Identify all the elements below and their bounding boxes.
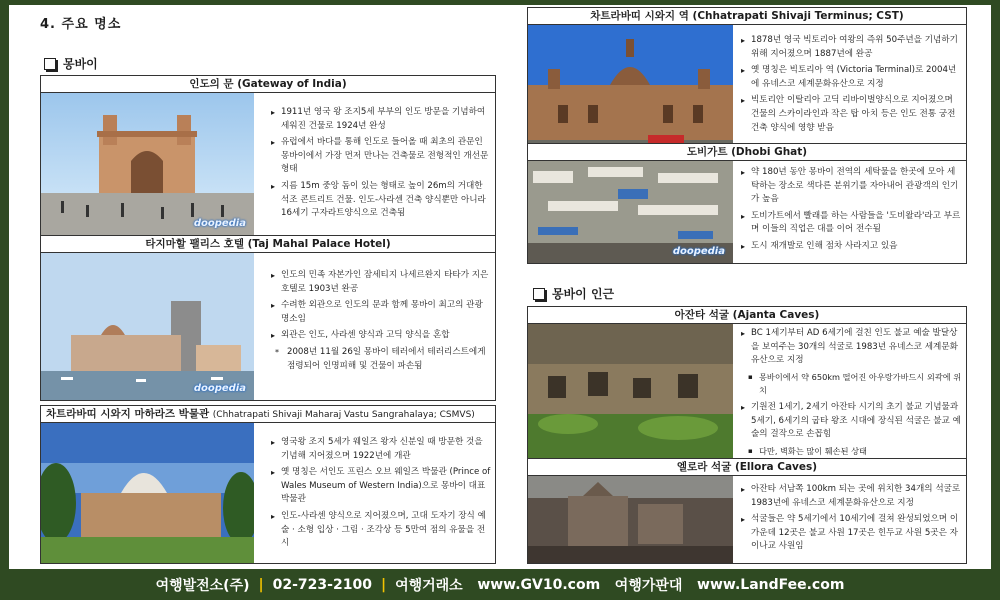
card-title: 아잔타 석굴 (Ajanta Caves) bbox=[528, 307, 966, 324]
bullet-item: ▸ 영국왕 조지 5세가 웨일즈 왕자 신분일 때 방문한 것을 기념해 지어졌으며 1922년에 개관 bbox=[271, 436, 491, 463]
subsection-nearby bbox=[533, 285, 614, 302]
bullet-item: ▸ 기원전 1세기, 2세기 아잔타 시기의 초기 불교 기념물과 5세기, 6세기의 굽타 왕조 시대에 장식된 석굴은 불교 예술의 걸작으로 손꼽힘 bbox=[741, 401, 963, 442]
bullet-item: ▸ 1878년 영국 빅토리아 여왕의 즉위 50주년을 기념하기 위해 지어졌으며 1887년에 완공 bbox=[741, 34, 963, 61]
card-title: 엘로라 석굴 (Ellora Caves) bbox=[528, 459, 966, 476]
footer-contact-bar bbox=[0, 569, 1000, 600]
watermark: doopedia bbox=[193, 218, 246, 229]
bullet-item: ▸ 아잔타 서남쪽 100km 되는 곳에 위치한 34개의 석굴로 1983년에 유네스코 세계문화유산으로 지정 bbox=[741, 483, 963, 510]
taj-bullets bbox=[271, 269, 491, 376]
footer-separator: | bbox=[258, 576, 264, 593]
footer-separator: | bbox=[380, 576, 387, 593]
ajanta-bullets bbox=[741, 327, 963, 461]
card-title: 인도의 문 (Gateway of India) bbox=[41, 76, 495, 93]
card-title-ko: 차트라바띠 시와지 마하라즈 박물관 bbox=[46, 408, 210, 420]
bullet-item: ▸ 빅토리안 이탈리아 고딕 리바이벌양식으로 지어졌으며 건물의 스카이라인과 작은 탑 아치 등은 인도 전통 궁전 건축 양식에 영향 받음 bbox=[741, 94, 963, 135]
card-gateway-of-india bbox=[40, 75, 496, 236]
bullet-item: ▸ 수려한 외관으로 인도의 문과 함께 몽바이 최고의 관광 명소임 bbox=[271, 299, 491, 326]
footer-label-stand: 여행가판대 bbox=[614, 577, 683, 594]
cst-bullets bbox=[741, 34, 963, 138]
card-title: 도비가트 (Dhobi Ghat) bbox=[528, 144, 966, 161]
card-title: 타지마할 팰리스 호텔 (Taj Mahal Palace Hotel) bbox=[41, 236, 495, 253]
ellora-caves-photo bbox=[528, 476, 733, 563]
card-taj-mahal-palace bbox=[40, 235, 496, 401]
checkbox-bullet-icon bbox=[44, 58, 56, 70]
bullet-item: ▸ 유럽에서 바다를 통해 인도로 들어올 때 최초의 관문인 몽바이에서 가장 먼저 만나는 건축물로 전형적인 개선문 형태 bbox=[271, 136, 491, 177]
watermark: doopedia bbox=[672, 246, 725, 257]
note-item: * 2008년 11월 26일 몽바이 테러에서 테러리스트에게 점령되어 인명피해 및 건물이 파손됨 bbox=[271, 346, 491, 373]
watermark: doopedia bbox=[193, 383, 246, 394]
section-title: 4. 주요 명소 bbox=[40, 17, 122, 32]
csmvs-museum-photo bbox=[41, 423, 254, 563]
bullet-item: ▸ 옛 명칭은 빅토리아 역 (Victoria Terminal)로 2004년에 유네스코 세계문화유산으로 지정 bbox=[741, 64, 963, 91]
card-ellora-caves bbox=[527, 458, 967, 564]
card-csmvs-museum bbox=[40, 405, 496, 564]
gateway-bullets bbox=[271, 106, 491, 224]
sub-bullet-item: ▪ 몽바이에서 약 650km 떨어진 아우랑가바드시 외곽에 위치 bbox=[741, 371, 963, 398]
checkbox-bullet-icon bbox=[533, 288, 545, 300]
cst-station-photo bbox=[528, 25, 733, 160]
taj-hotel-photo bbox=[41, 253, 254, 400]
card-title bbox=[41, 406, 495, 423]
footer-site-gv10[interactable]: www.GV10.com bbox=[477, 576, 601, 593]
subsection-nearby-label: 몽바이 인근 bbox=[552, 287, 615, 301]
footer-phone: 02-723-2100 bbox=[272, 576, 372, 593]
bullet-item: ▸ 1911년 영국 왕 조지5세 부부의 인도 방문을 기념하여 세워진 건물로 1924년 완성 bbox=[271, 106, 491, 133]
bullet-item: ▸ 도시 재개발로 인해 점차 사라지고 있음 bbox=[741, 240, 963, 254]
card-title-en: (Chhatrapati Shivaji Maharaj Vastu Sangrahalaya; CSMVS) bbox=[212, 410, 475, 420]
bullet-item: ▸ 인도의 민족 자본가인 잠세티지 나세르완지 타타가 지은 호텔로 1903년 완공 bbox=[271, 269, 491, 296]
bullet-item: ▸ 인도-사라센 양식으로 지어졌으며, 고대 도자기 장식 예술 · 소형 입상 · 그림 · 조각상 등 5만여 점의 유물을 전시 bbox=[271, 510, 491, 551]
bullet-item: ▸ 약 180년 동안 몽바이 전역의 세탁물을 한곳에 모아 세탁하는 장소로 색다른 분위기를 자아내어 관광객의 인기가 높음 bbox=[741, 166, 963, 207]
document-page bbox=[9, 5, 991, 569]
bullet-item: ▸ 도비가트에서 빨래를 하는 사람들을 '도비왈라'라고 부르며 이들의 직업은 대를 이어 전수됨 bbox=[741, 210, 963, 237]
sub-bullet-item: ▪ 다만, 벽화는 많이 훼손된 상태 bbox=[741, 445, 963, 459]
bullet-item: ▸ 외관은 인도, 사라센 양식과 고딕 양식을 혼합 bbox=[271, 329, 491, 343]
csmvs-bullets bbox=[271, 436, 491, 554]
card-dhobi-ghat bbox=[527, 143, 967, 264]
footer-company: 여행발전소(주) bbox=[155, 577, 250, 594]
card-title: 차트라바띠 시와지 역 (Chhatrapati Shivaji Terminus; CST) bbox=[528, 8, 966, 25]
ajanta-caves-photo bbox=[528, 324, 733, 458]
gateway-of-india-photo bbox=[41, 93, 254, 235]
footer-label-exchange: 여행거래소 bbox=[395, 577, 463, 594]
dhobi-ghat-photo bbox=[528, 161, 733, 263]
bullet-item: ▸ 석굴들은 약 5세기에서 10세기에 걸쳐 완성되었으며 이 가운데 12곳은 불교 사원 17곳은 힌두교 사원 5곳은 자이나교 사원임 bbox=[741, 513, 963, 554]
footer-site-landfee[interactable]: www.LandFee.com bbox=[697, 576, 845, 593]
ellora-bullets bbox=[741, 483, 963, 557]
subsection-mumbai-label: 몽바이 bbox=[63, 57, 98, 71]
card-cst-station bbox=[527, 7, 967, 161]
dhobi-bullets bbox=[741, 166, 963, 257]
subsection-mumbai bbox=[44, 55, 98, 72]
bullet-item: ▸ 지름 15m 중앙 돔이 있는 형태로 높이 26m의 거대한 석조 콘트리트 건물. 인도-사라센 건축 양식뿐만 아니라 16세기 구자라트양식으로 건축됨 bbox=[271, 180, 491, 221]
card-ajanta-caves bbox=[527, 306, 967, 459]
bullet-item: ▸ 옛 명칭은 서인도 프린스 오브 웨일즈 박물관 (Prince of Wales Museum of Western India)으로 몽바이 대표 박물관 bbox=[271, 466, 491, 507]
bullet-item: ▸ BC 1세기부터 AD 6세기에 걸친 인도 불교 예술 발달상을 보여주는 30개의 석굴로 1983년 유네스코 세계문화유산으로 지정 bbox=[741, 327, 963, 368]
